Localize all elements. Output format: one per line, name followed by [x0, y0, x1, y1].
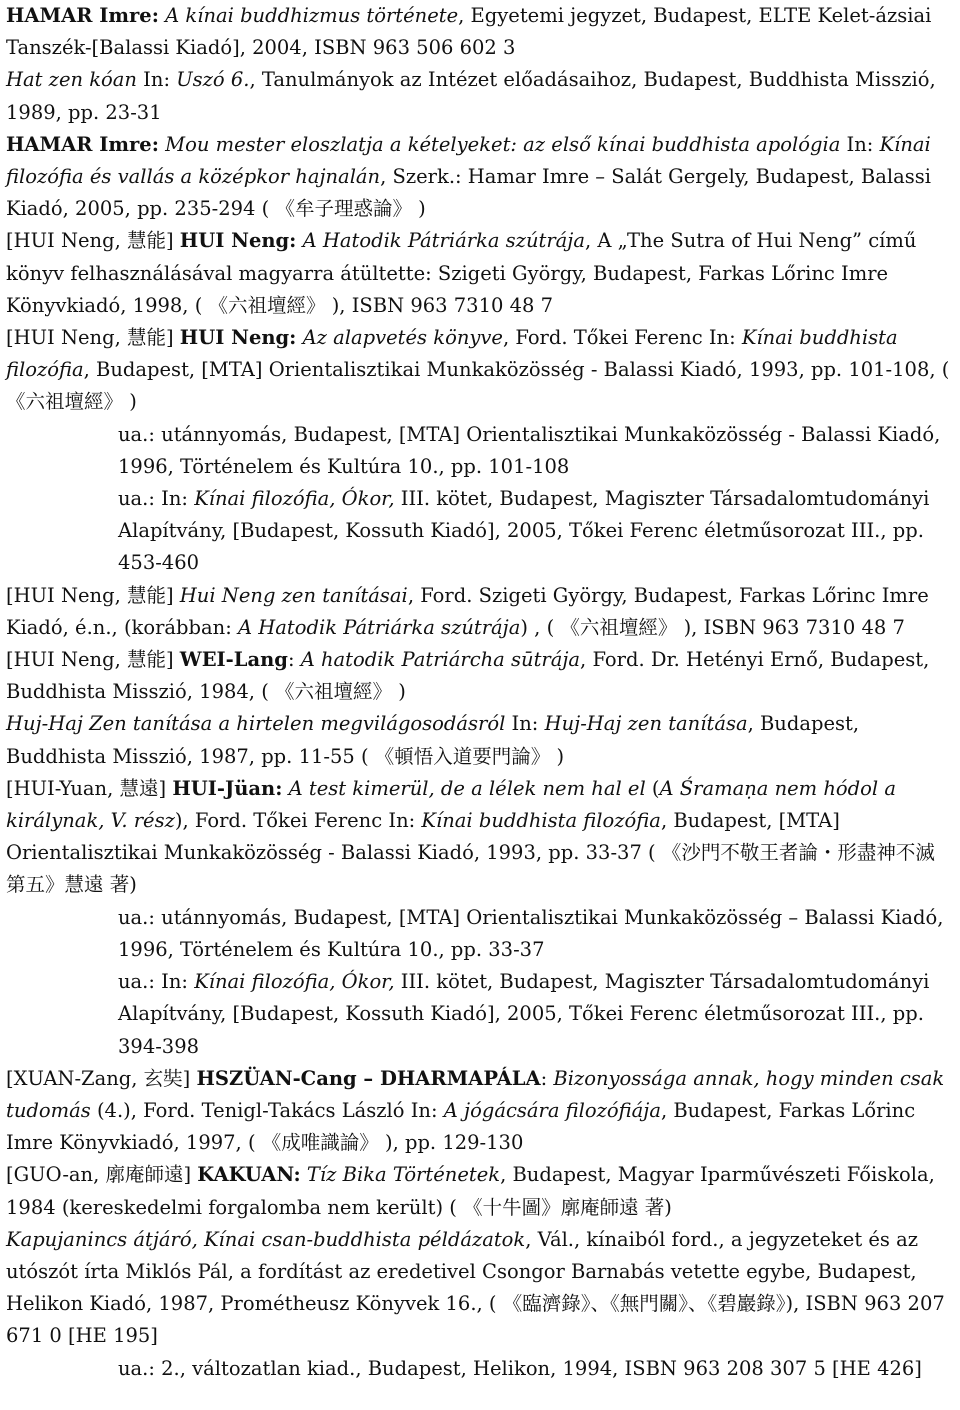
citation-text: , Ford. Dr. Hetényi Ernő, Budapest, Buddhista Misszió, 1984, ( 《六祖壇經》 )	[6, 648, 930, 704]
citation-text: ), Ford. Tőkei Ferenc In:	[174, 809, 422, 833]
work-title: Huj-Haj zen tanítása	[544, 712, 748, 736]
bibliography-entry	[6, 1159, 954, 1223]
author-name: HSZÜAN-Cang – DHARMAPÁLA	[196, 1066, 541, 1090]
bibliography-reprint-entry	[6, 419, 954, 483]
citation-text: , Egyetemi jegyzet, Budapest, ELTE Kelet-ázsiai Tanszék-[Balassi Kiadó], 2004, ISBN 963 506 602 3	[6, 4, 932, 60]
work-title: A Hatodik Pátriárka szútrája	[237, 615, 521, 639]
citation-text: [XUAN-Zang, 玄奘]	[6, 1066, 197, 1090]
citation-text: ua.: 2., változatlan kiad., Budapest, Helikon, 1994, ISBN 963 208 307 5 [HE 426]	[118, 1356, 922, 1380]
bibliography-entry	[6, 708, 954, 772]
citation-text: [GUO-an, 廓庵師遠]	[6, 1163, 198, 1187]
work-title: A Śramaṇa nem hódol a királynak, V. rész	[6, 776, 896, 833]
bibliography-reprint-entry	[6, 902, 954, 966]
author-name: HUI Neng:	[179, 229, 297, 253]
work-title: A jógácsára filozófiája	[443, 1098, 661, 1122]
citation-text: , Budapest, [MTA] Orientalisztikai Munkaközösség - Balassi Kiadó, 1993, pp. 101-108, ( 《六祖壇經》 )	[6, 358, 950, 414]
bibliography-entry	[6, 0, 954, 64]
author-name: HAMAR Imre:	[6, 132, 159, 156]
citation-text: :	[287, 648, 301, 672]
work-title: Hat zen kóan	[6, 68, 137, 92]
author-name: HUI-Jüan:	[172, 776, 283, 800]
author-name: KAKUAN:	[197, 1163, 301, 1187]
citation-text: In:	[505, 712, 545, 736]
author-name: WEI-Lang	[179, 648, 288, 672]
citation-text: ua.: In:	[118, 970, 195, 994]
citation-text: , Budapest, Farkas Lőrinc Imre Könyvkiadó, 1997, ( 《成唯識論》 ), pp. 129-130	[6, 1098, 916, 1155]
work-title: Tíz Bika Történetek	[306, 1163, 501, 1187]
citation-text: [HUI Neng, 慧能]	[6, 648, 180, 672]
bibliography-entry	[6, 773, 954, 902]
citation-text: :	[540, 1066, 554, 1090]
author-name: HUI Neng:	[179, 326, 297, 350]
citation-text: , Ford. Tőkei Ferenc In:	[502, 326, 742, 350]
citation-text: III. kötet, Budapest, Magiszter Társadalomtudományi Alapítvány, [Budapest, Kossuth Kiadó], 2005, Tőkei Ferenc életműsorozat III., pp. 453-460	[118, 487, 930, 575]
citation-text: , A „The Sutra of Hui Neng” című könyv felhasználásával magyarra átültette: Szigeti György, Budapest, Farkas Lőrinc Imre Könyvkiadó, 1998, ( 《六祖壇經》 ), ISBN 963 7310 48 7	[6, 229, 917, 317]
work-title: Kínai filozófia, Ókor,	[194, 970, 395, 994]
citation-text: ua.: utánnyomás, Budapest, [MTA] Orientalisztikai Munkaközösség – Balassi Kiadó, 1996, Történelem és Kultúra 10., pp. 33-37	[118, 905, 944, 961]
citation-text: In:	[840, 132, 880, 156]
citation-text: ) , ( 《六祖壇經》 ), ISBN 963 7310 48 7	[520, 615, 905, 639]
work-title: Uszó 6.	[176, 68, 250, 92]
citation-text: [HUI Neng, 慧能]	[6, 229, 180, 253]
work-title: Kapujanincs átjáró, Kínai csan-buddhista példázatok	[6, 1227, 526, 1251]
work-title: Bizonyossága annak, hogy minden csak tudomás	[6, 1066, 945, 1122]
bibliography-entry	[6, 225, 954, 322]
citation-text: (4.), Ford. Tenigl-Takács László In:	[90, 1098, 444, 1122]
work-title: Huj-Haj Zen tanítása a hirtelen megvilágosodásról	[6, 712, 506, 736]
citation-text: , Vál., kínaiból ford., a jegyzeteket és az utószót írta Miklós Pál, a fordítást az eredetivel Csongor Barnabás vetette egybe, Budapest, Helikon Kiadó, 1987, Prométheusz Könyvek 16., ( 《臨濟錄》、《無門關》、《碧巖錄》), ISBN 963 207 671 0 [HE 195]	[6, 1227, 945, 1348]
bibliography-entry	[6, 1063, 954, 1160]
citation-text: III. kötet, Budapest, Magiszter Társadalomtudományi Alapítvány, [Budapest, Kossuth Kiadó], 2005, Tőkei Ferenc életműsorozat III., pp. 394-398	[118, 970, 930, 1058]
citation-text: , Szerk.: Hamar Imre – Salát Gergely, Budapest, Balassi Kiadó, 2005, pp. 235-294 ( 《牟子理惑論》 )	[6, 165, 931, 221]
bibliography-entry	[6, 580, 954, 644]
citation-text: , Ford. Szigeti György, Budapest, Farkas Lőrinc Imre Kiadó, é.n., (korábban:	[6, 583, 929, 639]
bibliography-entry	[6, 322, 954, 419]
work-title: A kínai buddhizmus története	[165, 4, 459, 27]
bibliography-entry	[6, 1224, 954, 1353]
citation-text: [HUI Neng, 慧能]	[6, 326, 180, 350]
citation-text: [HUI-Yuan, 慧遠]	[6, 776, 173, 800]
citation-text: (	[645, 776, 660, 800]
author-name: HAMAR Imre:	[6, 4, 159, 27]
citation-text: , Budapest, Buddhista Misszió, 1987, pp. 11-55 ( 《頓悟入道要門論》 )	[6, 712, 860, 768]
work-title: Mou mester eloszlatja a kételyeket: az első kínai buddhista apológia	[165, 132, 841, 156]
citation-text: , Budapest, [MTA] Orientalisztikai Munkaközösség - Balassi Kiadó, 1993, pp. 33-37 ( 《沙門不敬王者論・形盡神不滅第五》慧遠 著)	[6, 809, 935, 897]
citation-text: ua.: utánnyomás, Budapest, [MTA] Orientalisztikai Munkaközösség - Balassi Kiadó, 1996, Történelem és Kultúra 10., pp. 101-108	[118, 422, 941, 478]
bibliography-entry	[6, 64, 954, 128]
citation-text: ua.: In:	[118, 487, 195, 511]
work-title: Hui Neng zen tanításai	[179, 583, 408, 607]
work-title: Kínai buddhista filozófia	[6, 326, 898, 382]
citation-text: , Budapest, Magyar Iparművészeti Főiskola, 1984 (kereskedelmi forgalomba nem került) ( 《十牛圖》廓庵師遠 著)	[6, 1163, 935, 1219]
work-title: Kínai filozófia, Ókor,	[194, 487, 395, 511]
bibliography-reprint-entry	[6, 966, 954, 1063]
bibliography-entry	[6, 644, 954, 708]
bibliography-reprint-entry	[6, 1353, 954, 1385]
work-title: A test kimerül, de a lélek nem hal el	[288, 776, 646, 800]
work-title: A hatodik Patriárcha sūtrája	[300, 648, 581, 672]
bibliography-entry	[6, 129, 954, 226]
bibliography-reprint-entry	[6, 483, 954, 580]
citation-text: In:	[136, 68, 177, 92]
work-title: Az alapvetés könyve	[302, 326, 503, 350]
work-title: Kínai buddhista filozófia	[421, 809, 661, 833]
work-title: Kínai filozófia és vallás a középkor hajnalán	[6, 132, 931, 189]
citation-text: [HUI Neng, 慧能]	[6, 583, 180, 607]
work-title: A Hatodik Pátriárka szútrája	[302, 229, 585, 253]
citation-text: , Tanulmányok az Intézet előadásaihoz, Budapest, Buddhista Misszió, 1989, pp. 23-31	[6, 68, 936, 124]
